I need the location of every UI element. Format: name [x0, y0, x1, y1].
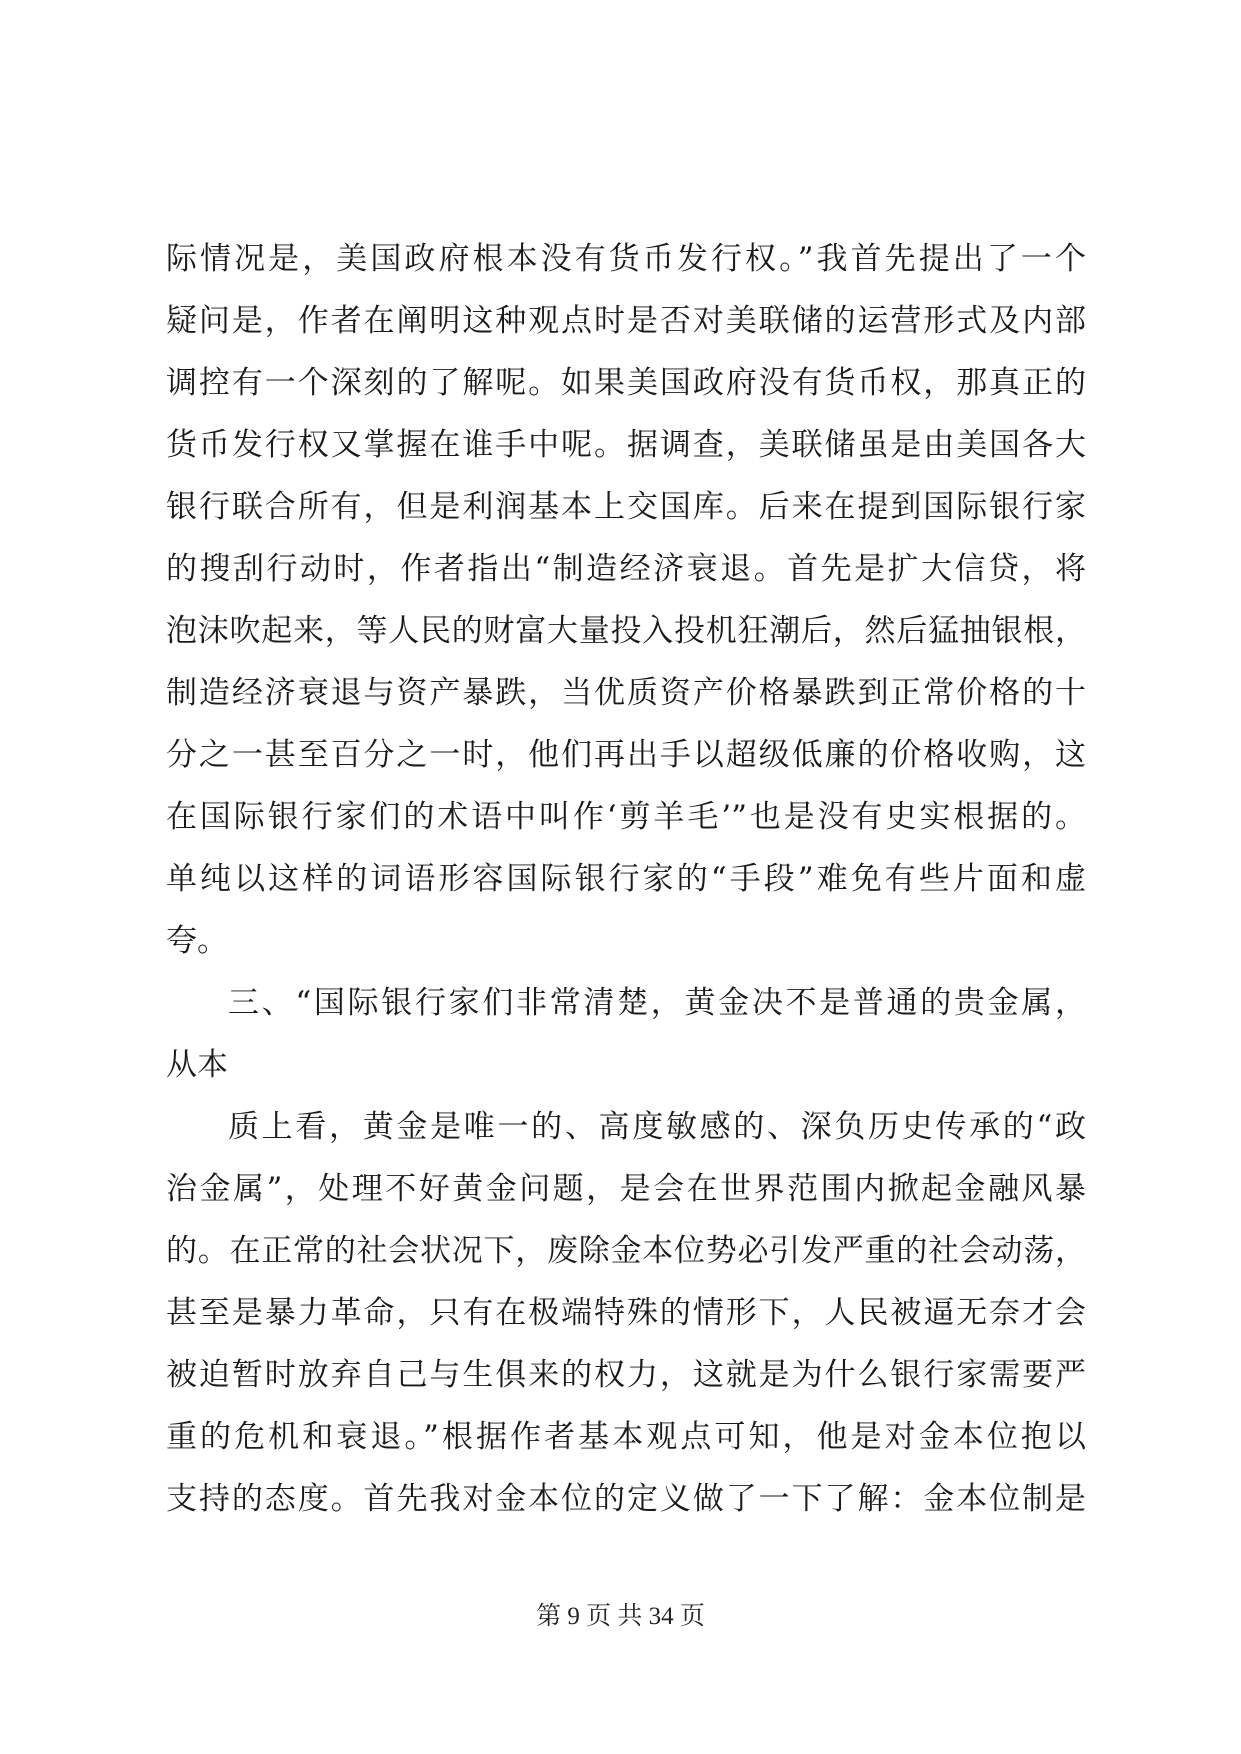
- text-line: 甚至是暴力革命，只有在极端特殊的情形下，人民被逼无奈才会: [166, 1295, 1086, 1331]
- text-line: 银行联合所有，但是利润基本上交国库。后来在提到国际银行家: [166, 489, 1086, 525]
- page-number-footer: 第 9 页 共 34 页: [536, 1603, 705, 1630]
- text-line: 的搜刮行动时，作者指出“制造经济衰退。首先是扩大信贷，将: [166, 551, 1086, 587]
- text-line: 支持的态度。首先我对金本位的定义做了一下了解：金本位制是: [166, 1481, 1086, 1517]
- section-heading-line: 三、“国际银行家们非常清楚，黄金决不是普通的贵金属，: [228, 985, 1086, 1021]
- text-line: 际情况是，美国政府根本没有货币发行权。”我首先提出了一个: [166, 241, 1086, 277]
- text-line: 的。在正常的社会状况下，废除金本位势必引发严重的社会动荡，: [166, 1233, 1086, 1269]
- text-line: 治金属”，处理不好黄金问题，是会在世界范围内掀起金融风暴: [166, 1171, 1086, 1207]
- text-line: 疑问是，作者在阐明这种观点时是否对美联储的运营形式及内部: [166, 303, 1086, 339]
- paragraph-first-line: 质上看，黄金是唯一的、高度敏感的、深负历史传承的“政: [228, 1109, 1086, 1145]
- text-line: 从本: [166, 1047, 228, 1083]
- text-line: 制造经济衰退与资产暴跌，当优质资产价格暴跌到正常价格的十: [166, 675, 1086, 711]
- text-line: 货币发行权又掌握在谁手中呢。据调查，美联储虽是由美国各大: [166, 427, 1086, 463]
- text-line: 在国际银行家们的术语中叫作‘剪羊毛’”也是没有史实根据的。: [166, 799, 1086, 835]
- body-text: [166, 228, 1086, 1530]
- text-line: 重的危机和衰退。”根据作者基本观点可知，他是对金本位抱以: [166, 1419, 1086, 1455]
- text-line: 分之一甚至百分之一时，他们再出手以超级低廉的价格收购，这: [166, 737, 1086, 773]
- text-line: 单纯以这样的词语形容国际银行家的“手段”难免有些片面和虚: [166, 861, 1086, 897]
- text-line: 夸。: [166, 923, 228, 959]
- text-line: 被迫暂时放弃自己与生俱来的权力，这就是为什么银行家需要严: [166, 1357, 1086, 1393]
- text-line: 泡沫吹起来，等人民的财富大量投入投机狂潮后，然后猛抽银根，: [166, 613, 1086, 649]
- text-line: 调控有一个深刻的了解呢。如果美国政府没有货币权，那真正的: [166, 365, 1086, 401]
